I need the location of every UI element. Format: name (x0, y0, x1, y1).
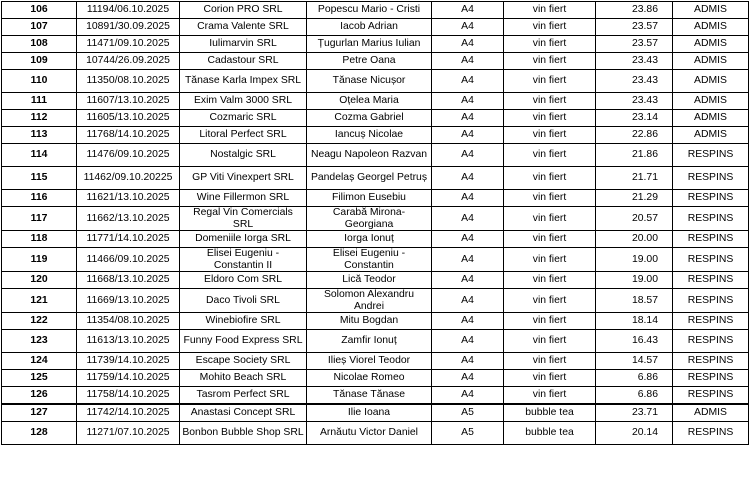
status-cell: ADMIS (673, 93, 749, 110)
product-type-cell: vin fiert (504, 110, 596, 127)
company-name-cell: Wine Fillermon SRL (180, 190, 307, 207)
category-cell: A5 (432, 422, 504, 445)
table-row (2, 167, 749, 190)
status-cell: RESPINS (673, 330, 749, 353)
product-type-cell: vin fiert (504, 2, 596, 19)
row-number-cell: 107 (2, 19, 77, 36)
score-cell: 16.43 (596, 330, 673, 353)
company-name-cell: GP Viti Vinexpert SRL (180, 167, 307, 190)
registration-number-cell: 11621/13.10.2025 (77, 190, 180, 207)
status-cell: ADMIS (673, 70, 749, 93)
score-cell: 23.57 (596, 19, 673, 36)
company-name-cell: Escape Society SRL (180, 353, 307, 370)
score-cell: 23.43 (596, 53, 673, 70)
score-cell: 23.86 (596, 2, 673, 19)
person-name-cell: Oțelea Maria (307, 93, 432, 110)
status-cell: ADMIS (673, 19, 749, 36)
person-name-cell: Țugurlan Marius Iulian (307, 36, 432, 53)
category-cell: A5 (432, 404, 504, 422)
table-row (2, 422, 749, 445)
person-name-cell: Filimon Eusebiu (307, 190, 432, 207)
product-type-cell: vin fiert (504, 167, 596, 190)
status-cell: RESPINS (673, 248, 749, 272)
category-cell: A4 (432, 2, 504, 19)
person-name-cell: Ilie Ioana (307, 404, 432, 422)
score-cell: 19.00 (596, 272, 673, 289)
category-cell: A4 (432, 190, 504, 207)
person-name-cell: Carabă Mirona-Georgiana (307, 207, 432, 231)
status-cell: RESPINS (673, 387, 749, 405)
table-row (2, 2, 749, 19)
table-row (2, 370, 749, 387)
person-name-cell: Zamfir Ionuț (307, 330, 432, 353)
company-name-cell: Litoral Perfect SRL (180, 127, 307, 144)
category-cell: A4 (432, 330, 504, 353)
company-name-cell: Nostalgic SRL (180, 144, 307, 167)
table-row (2, 127, 749, 144)
row-number-cell: 110 (2, 70, 77, 93)
score-cell: 23.57 (596, 36, 673, 53)
product-type-cell: vin fiert (504, 231, 596, 248)
company-name-cell: Regal Vin Comercials SRL (180, 207, 307, 231)
status-cell: RESPINS (673, 353, 749, 370)
score-cell: 23.43 (596, 70, 673, 93)
registration-number-cell: 11662/13.10.2025 (77, 207, 180, 231)
category-cell: A4 (432, 167, 504, 190)
registration-number-cell: 11768/14.10.2025 (77, 127, 180, 144)
row-number-cell: 116 (2, 190, 77, 207)
row-number-cell: 122 (2, 313, 77, 330)
person-name-cell: Cozma Gabriel (307, 110, 432, 127)
results-table (1, 1, 749, 445)
registration-number-cell: 11466/09.10.2025 (77, 248, 180, 272)
registration-number-cell: 11607/13.10.2025 (77, 93, 180, 110)
registration-number-cell: 11350/08.10.2025 (77, 70, 180, 93)
category-cell: A4 (432, 353, 504, 370)
product-type-cell: vin fiert (504, 36, 596, 53)
product-type-cell: vin fiert (504, 190, 596, 207)
company-name-cell: Elisei Eugeniu - Constantin II (180, 248, 307, 272)
status-cell: ADMIS (673, 110, 749, 127)
score-cell: 19.00 (596, 248, 673, 272)
product-type-cell: vin fiert (504, 330, 596, 353)
product-type-cell: vin fiert (504, 207, 596, 231)
status-cell: ADMIS (673, 53, 749, 70)
company-name-cell: Exim Valm 3000 SRL (180, 93, 307, 110)
row-number-cell: 128 (2, 422, 77, 445)
category-cell: A4 (432, 289, 504, 313)
person-name-cell: Pandelaș Georgel Petruș (307, 167, 432, 190)
status-cell: RESPINS (673, 289, 749, 313)
category-cell: A4 (432, 387, 504, 405)
product-type-cell: vin fiert (504, 272, 596, 289)
score-cell: 14.57 (596, 353, 673, 370)
company-name-cell: Cadastour SRL (180, 53, 307, 70)
person-name-cell: Ilieș Viorel Teodor (307, 353, 432, 370)
category-cell: A4 (432, 127, 504, 144)
table-row (2, 313, 749, 330)
score-cell: 20.14 (596, 422, 673, 445)
product-type-cell: vin fiert (504, 387, 596, 405)
row-number-cell: 125 (2, 370, 77, 387)
table-row (2, 353, 749, 370)
table-row (2, 53, 749, 70)
person-name-cell: Iancuș Nicolae (307, 127, 432, 144)
company-name-cell: Corion PRO SRL (180, 2, 307, 19)
table-body (2, 2, 749, 445)
row-number-cell: 115 (2, 167, 77, 190)
person-name-cell: Iorga Ionuț (307, 231, 432, 248)
row-number-cell: 120 (2, 272, 77, 289)
status-cell: ADMIS (673, 404, 749, 422)
product-type-cell: vin fiert (504, 19, 596, 36)
score-cell: 20.57 (596, 207, 673, 231)
registration-number-cell: 11739/14.10.2025 (77, 353, 180, 370)
person-name-cell: Neagu Napoleon Razvan (307, 144, 432, 167)
status-cell: RESPINS (673, 167, 749, 190)
score-cell: 21.29 (596, 190, 673, 207)
row-number-cell: 111 (2, 93, 77, 110)
table-row (2, 330, 749, 353)
status-cell: RESPINS (673, 231, 749, 248)
score-cell: 23.43 (596, 93, 673, 110)
table-row (2, 19, 749, 36)
table-row (2, 144, 749, 167)
company-name-cell: Cozmaric SRL (180, 110, 307, 127)
row-number-cell: 113 (2, 127, 77, 144)
company-name-cell: Mohito Beach SRL (180, 370, 307, 387)
status-cell: RESPINS (673, 272, 749, 289)
table-row (2, 272, 749, 289)
table-row (2, 207, 749, 231)
score-cell: 6.86 (596, 387, 673, 405)
status-cell: RESPINS (673, 313, 749, 330)
row-number-cell: 123 (2, 330, 77, 353)
row-number-cell: 109 (2, 53, 77, 70)
registration-number-cell: 11669/13.10.2025 (77, 289, 180, 313)
company-name-cell: Daco Tivoli SRL (180, 289, 307, 313)
person-name-cell: Arnăutu Victor Daniel (307, 422, 432, 445)
product-type-cell: vin fiert (504, 313, 596, 330)
person-name-cell: Iacob Adrian (307, 19, 432, 36)
category-cell: A4 (432, 70, 504, 93)
registration-number-cell: 10744/26.09.2025 (77, 53, 180, 70)
product-type-cell: bubble tea (504, 422, 596, 445)
category-cell: A4 (432, 19, 504, 36)
registration-number-cell: 11471/09.10.2025 (77, 36, 180, 53)
category-cell: A4 (432, 248, 504, 272)
registration-number-cell: 11771/14.10.2025 (77, 231, 180, 248)
registration-number-cell: 11194/06.10.2025 (77, 2, 180, 19)
company-name-cell: Tasrom Perfect SRL (180, 387, 307, 405)
registration-number-cell: 10891/30.09.2025 (77, 19, 180, 36)
registration-number-cell: 11476/09.10.2025 (77, 144, 180, 167)
score-cell: 22.86 (596, 127, 673, 144)
category-cell: A4 (432, 272, 504, 289)
product-type-cell: vin fiert (504, 127, 596, 144)
person-name-cell: Elisei Eugeniu - Constantin (307, 248, 432, 272)
registration-number-cell: 11462/09.10.20225 (77, 167, 180, 190)
status-cell: ADMIS (673, 127, 749, 144)
registration-number-cell: 11271/07.10.2025 (77, 422, 180, 445)
table-row (2, 387, 749, 405)
registration-number-cell: 11354/08.10.2025 (77, 313, 180, 330)
row-number-cell: 117 (2, 207, 77, 231)
person-name-cell: Mitu Bogdan (307, 313, 432, 330)
row-number-cell: 119 (2, 248, 77, 272)
person-name-cell: Petre Oana (307, 53, 432, 70)
row-number-cell: 114 (2, 144, 77, 167)
person-name-cell: Tănase Tănase (307, 387, 432, 405)
category-cell: A4 (432, 53, 504, 70)
table-row (2, 36, 749, 53)
product-type-cell: vin fiert (504, 353, 596, 370)
registration-number-cell: 11668/13.10.2025 (77, 272, 180, 289)
score-cell: 20.00 (596, 231, 673, 248)
company-name-cell: Funny Food Express SRL (180, 330, 307, 353)
registration-number-cell: 11742/14.10.2025 (77, 404, 180, 422)
company-name-cell: Eldoro Com SRL (180, 272, 307, 289)
status-cell: RESPINS (673, 190, 749, 207)
company-name-cell: Domeniile Iorga SRL (180, 231, 307, 248)
table-row (2, 93, 749, 110)
row-number-cell: 126 (2, 387, 77, 405)
row-number-cell: 124 (2, 353, 77, 370)
category-cell: A4 (432, 36, 504, 53)
row-number-cell: 118 (2, 231, 77, 248)
row-number-cell: 112 (2, 110, 77, 127)
category-cell: A4 (432, 313, 504, 330)
company-name-cell: Crama Valente SRL (180, 19, 307, 36)
score-cell: 6.86 (596, 370, 673, 387)
status-cell: RESPINS (673, 144, 749, 167)
person-name-cell: Lică Teodor (307, 272, 432, 289)
score-cell: 18.57 (596, 289, 673, 313)
status-cell: RESPINS (673, 422, 749, 445)
table-row (2, 70, 749, 93)
company-name-cell: Iulimarvin SRL (180, 36, 307, 53)
table-row (2, 404, 749, 422)
table-row (2, 110, 749, 127)
status-cell: ADMIS (673, 36, 749, 53)
category-cell: A4 (432, 110, 504, 127)
category-cell: A4 (432, 93, 504, 110)
product-type-cell: bubble tea (504, 404, 596, 422)
table-row (2, 248, 749, 272)
registration-number-cell: 11613/13.10.2025 (77, 330, 180, 353)
status-cell: RESPINS (673, 207, 749, 231)
product-type-cell: vin fiert (504, 248, 596, 272)
table-row (2, 190, 749, 207)
product-type-cell: vin fiert (504, 144, 596, 167)
category-cell: A4 (432, 370, 504, 387)
row-number-cell: 121 (2, 289, 77, 313)
row-number-cell: 127 (2, 404, 77, 422)
product-type-cell: vin fiert (504, 289, 596, 313)
score-cell: 21.86 (596, 144, 673, 167)
score-cell: 23.71 (596, 404, 673, 422)
status-cell: ADMIS (673, 2, 749, 19)
registration-number-cell: 11758/14.10.2025 (77, 387, 180, 405)
score-cell: 18.14 (596, 313, 673, 330)
company-name-cell: Tănase Karla Impex SRL (180, 70, 307, 93)
table-row (2, 231, 749, 248)
category-cell: A4 (432, 207, 504, 231)
person-name-cell: Nicolae Romeo (307, 370, 432, 387)
person-name-cell: Popescu Mario - Cristi (307, 2, 432, 19)
table-row (2, 289, 749, 313)
score-cell: 23.14 (596, 110, 673, 127)
category-cell: A4 (432, 231, 504, 248)
product-type-cell: vin fiert (504, 370, 596, 387)
person-name-cell: Solomon Alexandru Andrei (307, 289, 432, 313)
row-number-cell: 106 (2, 2, 77, 19)
product-type-cell: vin fiert (504, 53, 596, 70)
person-name-cell: Tănase Nicușor (307, 70, 432, 93)
category-cell: A4 (432, 144, 504, 167)
company-name-cell: Anastasi Concept SRL (180, 404, 307, 422)
registration-number-cell: 11759/14.10.2025 (77, 370, 180, 387)
status-cell: RESPINS (673, 370, 749, 387)
row-number-cell: 108 (2, 36, 77, 53)
product-type-cell: vin fiert (504, 70, 596, 93)
score-cell: 21.71 (596, 167, 673, 190)
product-type-cell: vin fiert (504, 93, 596, 110)
registration-number-cell: 11605/13.10.2025 (77, 110, 180, 127)
company-name-cell: Winebiofire SRL (180, 313, 307, 330)
company-name-cell: Bonbon Bubble Shop SRL (180, 422, 307, 445)
